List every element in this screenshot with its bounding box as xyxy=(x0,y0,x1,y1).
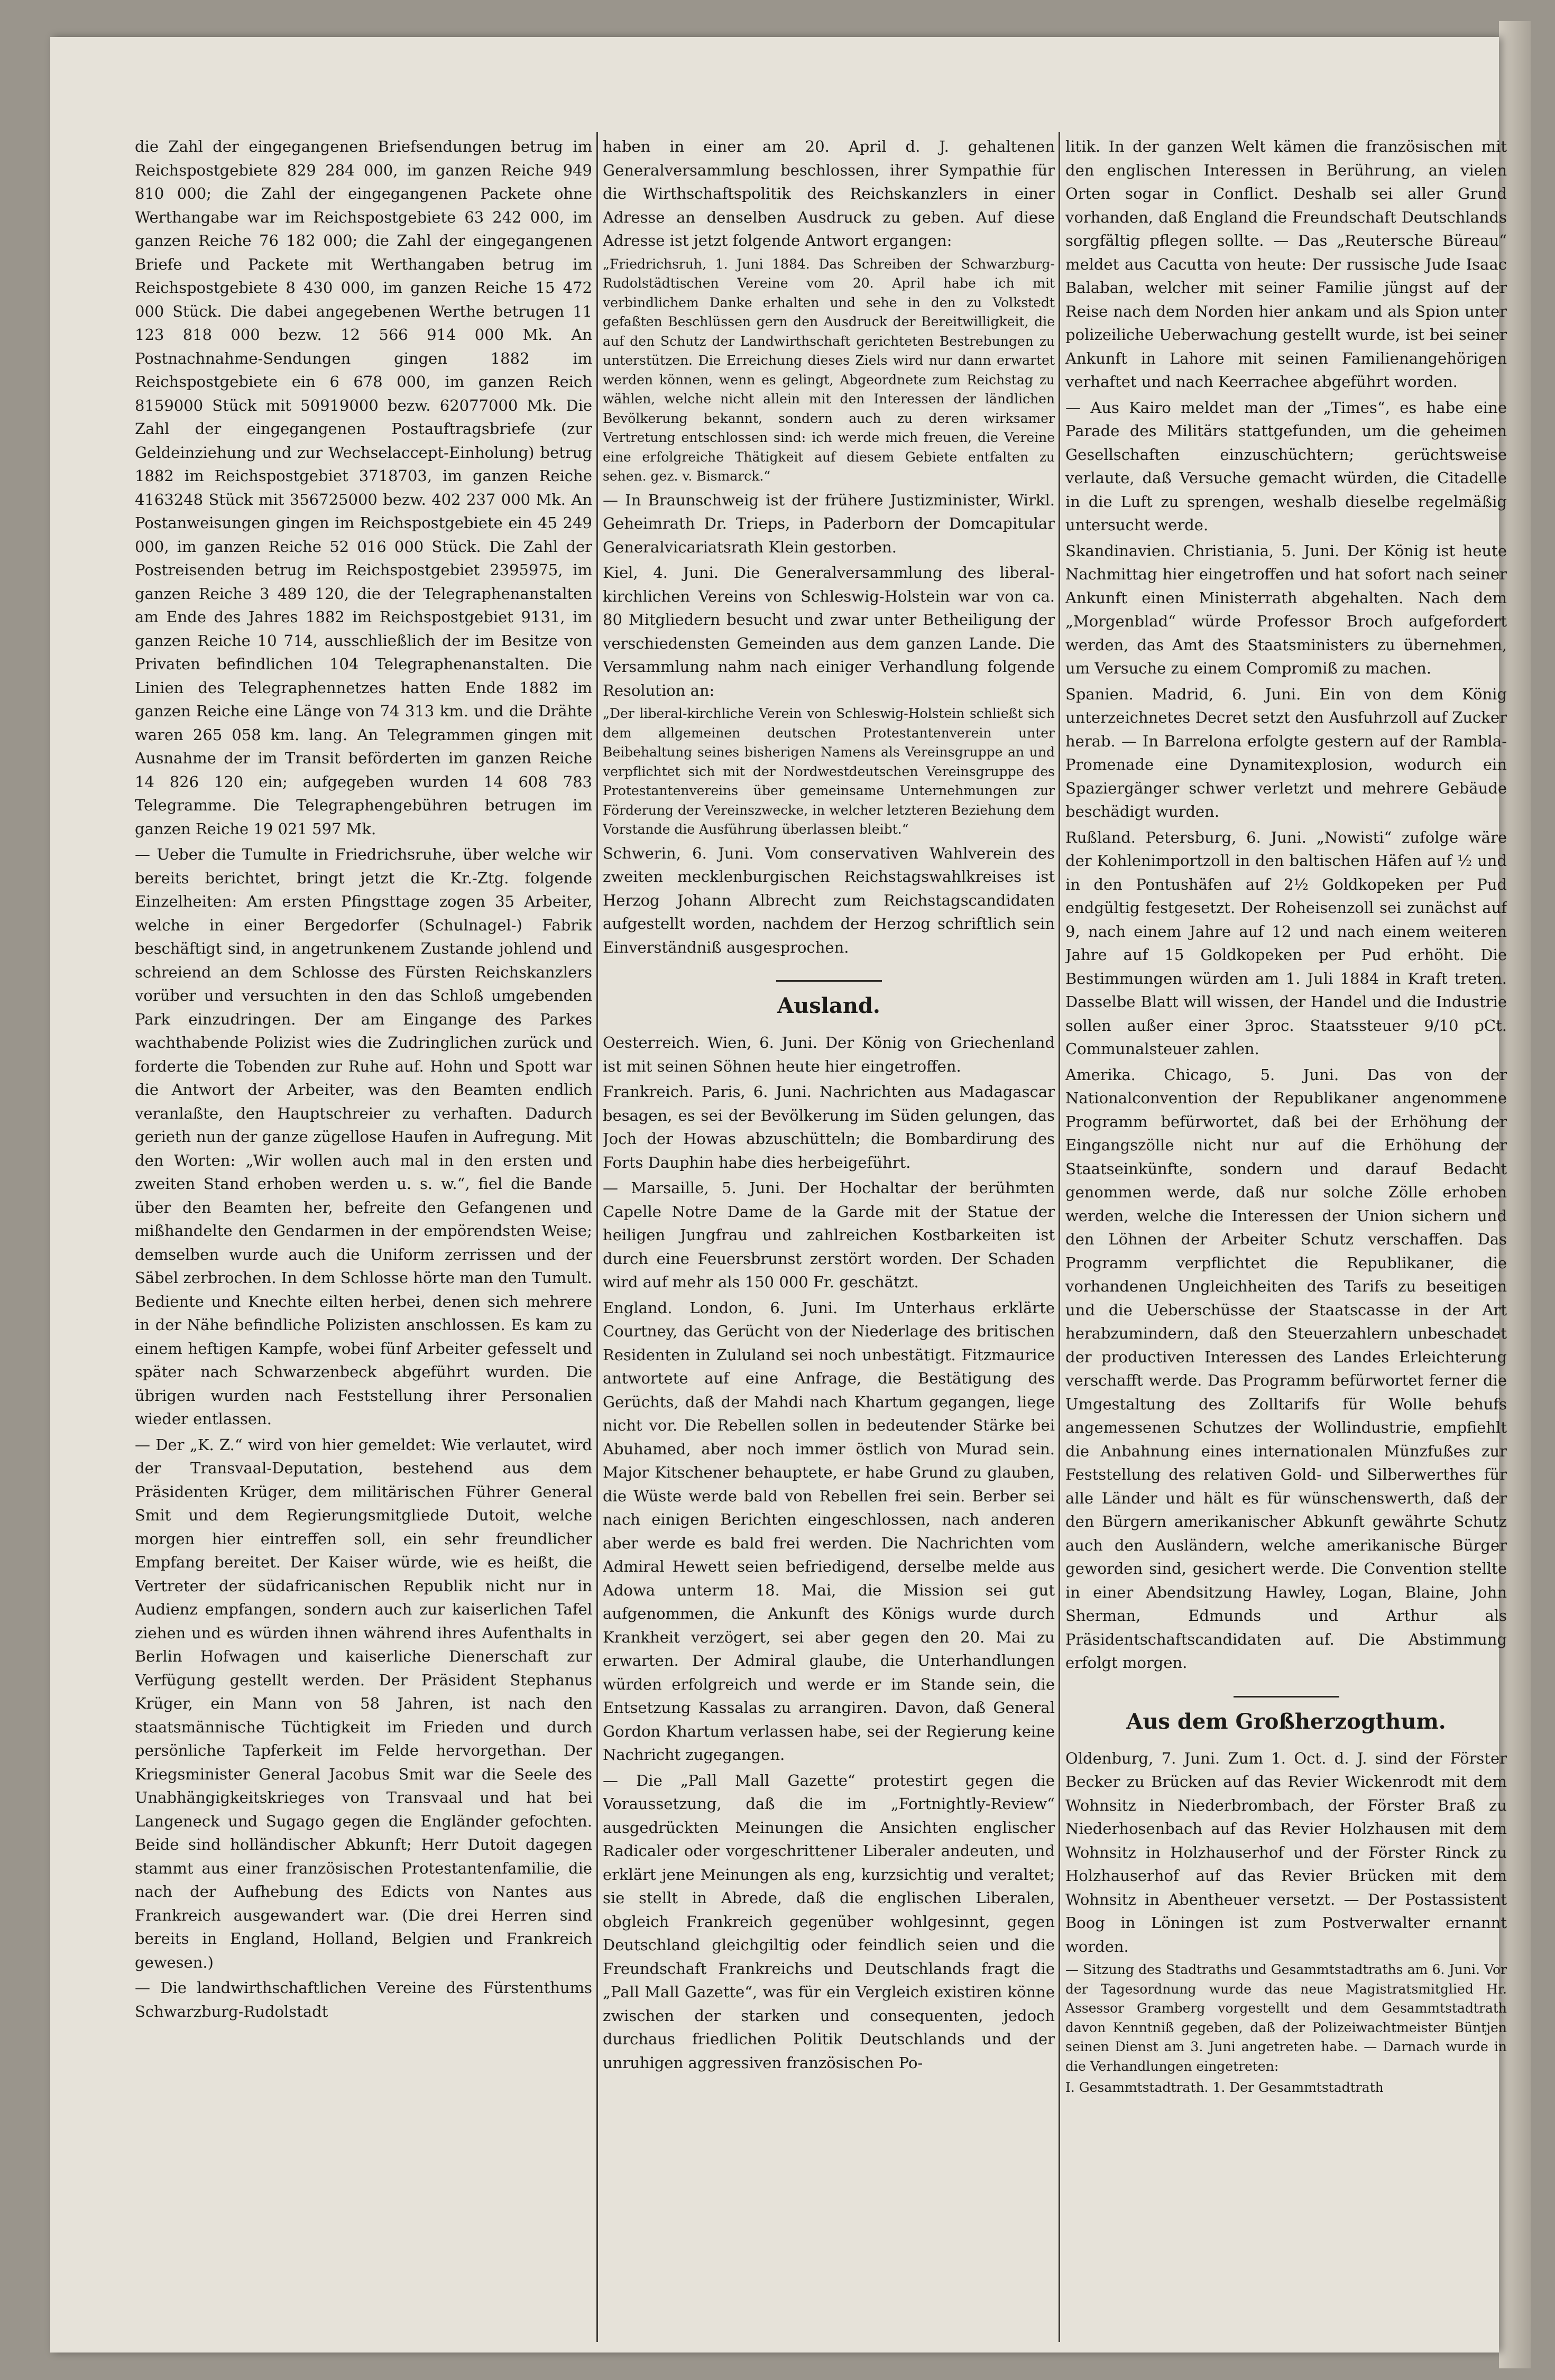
column-rule xyxy=(1059,132,1060,2342)
article-paragraph: Kiel, 4. Juni. Die Generalversammlung des liberal-kirchlichen Vereins von Schleswig-Holstein war von ca. 80 Mitgliedern besucht und zwar unter Betheiligung der verschiedensten Gemeinden aus dem ganzen Lande. Die Versammlung nahm nach einiger Verhandlung folgende Resolution an: xyxy=(603,564,1055,699)
article-paragraph: Schwerin, 6. Juni. Vom conservativen Wahlverein des zweiten mecklenburgischen Reichstagswahlkreises ist Herzog Johann Albrecht zum Reichstagscandidaten aufgestellt worden, nachdem der Herzog schriftlich sein Einverständniß ausgesprochen. xyxy=(603,844,1055,956)
article-paragraph: Oesterreich. Wien, 6. Juni. Der König von Griechenland ist mit seinen Söhnen heute hier eingetroffen. xyxy=(603,1034,1055,1075)
article-paragraph: — Ueber die Tumulte in Friedrichsruhe, über welche wir bereits berichtet, bringt jetzt die Kr.-Ztg. folgende Einzelheiten: Am ersten Pfingsttage zogen 35 Arbeiter, welche in einer Bergedorfer (Schulnagel-) Fabrik beschäftigt sind, in angetrunkenem Zustande johlend und schreiend an dem Schlosse des Fürsten Reichskanzlers vorüber und versuchten in den das Schloß umgebenden Park einzudringen. Der am Eingange des Parkes wachthabende Polizist wies die Zudringlichen zurück und forderte die Tobenden zur Ruhe auf. Hohn und Spott war die Antwort der Arbeiter, was den Beamten endlich veranlaßte, den Hauptschreier zu verhaften. Dadurch gerieth nun der ganze zügellose Haufen in Aufregung. Mit den Worten: „Wir wollen auch mal in den ersten und zweiten Stand erhoben werden u. s. w.“, fiel die Bande über den Beamten her, befreite den Gefangenen und mißhandelte den Gendarmen in der empörendsten Weise; demselben wurde auch die Uniform zerrissen und der Säbel zerbrochen. In dem Schlosse hörte man den Tumult. Bediente und Knechte eilten herbei, denen sich mehrere in der Nähe befindliche Polizisten anschlossen. Es kam zu einem heftigen Kampfe, wobei fünf Arbeiter gefesselt und später nach Schwarzenbeck abgeführt wurden. Die übrigen wurden nach Feststellung ihrer Personalien wieder entlassen. xyxy=(135,845,592,1428)
article-paragraph: — Die landwirthschaftlichen Vereine des Fürstenthums Schwarzburg-Rudolstadt xyxy=(135,1979,592,2021)
column-1 xyxy=(135,135,592,2329)
council-minutes: I. Gesammtstadtrath. 1. Der Gesammtstadtrath xyxy=(1065,2080,1384,2095)
article-paragraph: — Der „K. Z.“ wird von hier gemeldet: Wie verlautet, wird der Transvaal-Deputation, bestehend aus dem Präsidenten Krüger, dem militärischen Führer General Smit und dem Regierungsmitgliede Dutoit, welche morgen hier eintreffen soll, ein sehr freundlicher Empfang bereitet. Der Kaiser würde, wie es heißt, die Vertreter der südafricanischen Republik nicht nur in Audienz empfangen, sondern auch zur kaiserlichen Tafel ziehen und es würden ihnen während ihres Aufenthalts in Berlin Hofwagen und kaiserliche Dienerschaft zur Verfügung gestellt werden. Der Präsident Stephanus Krüger, ein Mann von 58 Jahren, ist nach den staatsmännische Tüchtigkeit im Frieden und durch persönliche Tapferkeit im Felde hervorgethan. Der Kriegsminister General Jacobus Smit war die Seele des Unabhängigkeitskrieges von Transvaal und hat bei Langeneck und Sugago gegen die Engländer gefochten. Beide sind holländischer Abkunft; Herr Dutoit dagegen stammt aus einer französischen Protestantenfamilie, die nach der Aufhebung des Edicts von Nantes aus Frankreich ausgewandert war. (Die drei Herren sind bereits in England, Holland, Belgien und Frankreich gewesen.) xyxy=(135,1435,592,1971)
article-paragraph: Amerika. Chicago, 5. Juni. Das von der Nationalconvention der Republikaner angenommene Programm befürwortet, daß bei der Erhöhung der Eingangszölle nicht nur auf die Erhöhung der Staatseinkünfte, sondern und darauf Bedacht genommen werde, daß nur solche Zölle erhoben werden, welche die Interessen der Union sichern und den Löhnen der Arbeiter Schutz verschaffen. Das Programm verpflichtet die Republikaner, die vorhandenen Ungleichheiten des Tarifs zu beseitigen und die Ueberschüsse der Staatscasse in der Art herabzumindern, daß den Steuerzahlern unbeschadet der productiven Interessen des Landes Erleichterung verschafft werde. Das Programm befürwortet ferner die Umgestaltung des Zolltarifs für Wolle behufs angemessenen Schutzes der Wollindustrie, empfiehlt die Anbahnung eines internationalen Münzfußes zur Feststellung des relativen Gold- und Silberwerthes für alle Länder und hält es für wünschenswerth, daß der den Bürgern amerikanischer Abkunft gewährte Schutz auch den Ausländern, welche amerikanische Bürger geworden sind, gesichert werde. Die Convention stellte in einer Abendsitzung Hawley, Logan, Blaine, John Sherman, Edmunds und Arthur als Präsidentschaftscandidaten auf. Die Abstimmung erfolgt morgen. xyxy=(1065,1065,1507,1672)
section-heading-grossherzogthum: Aus dem Großherzogthum. xyxy=(1065,1696,1507,1734)
column-2 xyxy=(603,135,1055,2329)
section-heading-ausland: Ausland. xyxy=(603,980,1055,1018)
article-paragraph: — Aus Kairo meldet man der „Times“, es habe eine Parade des Militärs stattgefunden, um die geheimen Gesellschaften einzuschüchtern; gerüchtsweise verlaute, daß Versuche gemacht würden, die Citadelle in die Luft zu sprengen, weshalb dieselbe regelmäßig untersucht werde. xyxy=(1065,398,1507,534)
article-paragraph: litik. In der ganzen Welt kämen die französischen mit den englischen Interessen in Berührung, an vielen Orten sogar in Conflict. Deshalb sei aller Grund vorhanden, daß England die Freundschaft Deutschlands sorgfältig pflegen sollte. — Das „Reutersche Büreau“ meldet aus Cacutta von heute: Der russische Jude Isaac Balaban, welcher mit seiner Familie jüngst auf der Reise nach dem Norden hier ankam und als Spion unter polizeiliche Ueberwachung gestellt wurde, ist bei seiner Ankunft in Lahore mit seinen Familienangehörigen verhaftet und nach Keerrachee abgeführt worden. xyxy=(1065,137,1507,391)
article-paragraph: die Zahl der eingegangenen Briefsendungen betrug im Reichspostgebiete 829 284 000, im ganzen Reiche 949 810 000; die Zahl der eingegangenen Packete ohne Werthangabe war im Reichspostgebiete 63 242 000, im ganzen Reiche 76 182 000; die Zahl der eingegangenen Briefe und Packete mit Werthangaben betrug im Reichspostgebiete 8 430 000, im ganzen Reiche 15 472 000 Stück. Die dabei angegebenen Werthe betrugen 11 123 818 000 bezw. 12 566 914 000 Mk. An Postnachnahme-Sendungen gingen 1882 im Reichspostgebiete ein 6 678 000, im ganzen Reich 8159000 Stück mit 50919000 bezw. 62077000 Mk. Die Zahl der eingegangenen Postauftragsbriefe (zur Geldeinziehung und zur Wechselaccept-Einholung) betrug 1882 im Reichspostgebiet 3718703, im ganzen Reiche 4163248 Stück mit 356725000 bezw. 402 237 000 Mk. An Postanweisungen gingen im Reichspostgebiete ein 45 249 000, im ganzen Reiche 52 016 000 Stück. Die Zahl der Postreisenden betrug im Reichspostgebiet 2395975, im ganzen Reiche 3 489 120, die der Telegraphenanstalten am Ende des Jahres 1882 im Reichspostgebiet 9131, im ganzen Reiche 10 714, ausschließlich der im Besitze von Privaten befindlichen 104 Telegraphenanstalten. Die Linien des Telegraphennetzes hatten Ende 1882 im ganzen Reiche eine Länge von 74 313 km. und die Drähte waren 265 058 km. lang. An Telegrammen gingen mit Ausnahme der im Transit beförderten im ganzen Reiche 14 826 120 ein; aufgegeben wurden 14 608 783 Telegramme. Die Telegraphengebühren betrugen im ganzen Reiche 19 021 597 Mk. xyxy=(135,137,592,838)
column-3 xyxy=(1065,135,1507,2329)
article-paragraph: Oldenburg, 7. Juni. Zum 1. Oct. d. J. sind der Förster Becker zu Brücken auf das Revier Wickenrodt mit dem Wohnsitz in Niederbrombach, der Förster Braß zu Niederhosenbach auf das Revier Holzhausen mit dem Wohnsitz in Holzhauserhof und der Förster Rinck zu Holzhauserhof auf das Revier Brücken mit dem Wohnsitz in Abentheuer versetzt. — Der Postassistent Boog in Löningen ist zum Postverwalter ernannt worden. xyxy=(1065,1749,1507,1955)
article-paragraph: Spanien. Madrid, 6. Juni. Ein von dem König unterzeichnetes Decret setzt den Ausfuhrzoll auf Zucker herab. — In Barrelona erfolgte gestern auf der Rambla-Promenade eine Dynamitexplosion, wodurch ein Spaziergänger schwer verletzt und mehrere Gebäude beschädigt wurden. xyxy=(1065,685,1507,820)
article-paragraph: Rußland. Petersburg, 6. Juni. „Nowisti“ zufolge wäre der Kohlenimportzoll in den baltischen Häfen auf ½ und in den Pontushäfen auf 2½ Goldkopeken per Pud endgültig festgesetzt. Der Roheisenzoll sei zunächst auf 9, nach einem Jahre auf 12 und nach einem weiteren Jahre auf 15 Goldkopeken per Pud erhöht. Die Bestimmungen würden am 1. Juli 1884 in Kraft treten. Dasselbe Blatt will wissen, der Handel und die Industrie sollen außer einer 3proc. Staatssteuer 9/10 pCt. Communalsteuer zahlen. xyxy=(1065,828,1507,1058)
council-minutes: — Sitzung des Stadtraths und Gesammtstadtraths am 6. Juni. Vor der Tagesordnung wurde das neue Magistratsmitglied Hr. Assessor Gramberg vorgestellt und dem Gesammtstadtrath davon Kenntniß gegeben, daß der Polizeiwachtmeister Büntjen seinen Dienst am 3. Juni angetreten habe. — Darnach wurde in die Verhandlungen eingetreten: xyxy=(1065,1962,1507,2074)
article-paragraph: — Marsaille, 5. Juni. Der Hochaltar der berühmten Capelle Notre Dame de la Garde mit der Statue der heiligen Jungfrau und zahlreichen Kostbarkeiten ist durch eine Feuersbrunst zerstört worden. Der Schaden wird auf mehr als 150 000 Fr. geschätzt. xyxy=(603,1179,1055,1291)
quoted-letter: „Friedrichsruh, 1. Juni 1884. Das Schreiben der Schwarzburg-Rudolstädtischen Vereine vom 20. April habe ich mit verbindlichem Danke erhalten und sehe in den zu Volkstedt gefaßten Beschlüssen gern den Ausdruck der Bereitwilligkeit, die auf den Schutz der Landwirthschaft gerichteten Bestrebungen zu unterstützen. Die Erreichung dieses Ziels wird nur dann erwartet werden können, wenn es gelingt, Abgeordnete zum Reichstag zu wählen, welche nicht allein mit den Interessen der ländlichen Bevölkerung bekannt, sondern auch zu deren wirksamer Vertretung entschlossen sind: ich werde mich freuen, die Vereine eine erfolgreiche Thätigkeit auf diesem Gebiete entfalten zu sehen. gez. v. Bismarck.“ xyxy=(603,256,1055,484)
article-paragraph: — Die „Pall Mall Gazette“ protestirt gegen die Voraussetzung, daß die im „Fortnightly-Review“ ausgedrückten Meinungen die Ansichten englischer Radicaler oder vorgeschrittener Liberaler andeuten, und erklärt jene Meinungen als eng, kurzsichtig und veraltet; sie stellt in Abrede, daß die englischen Liberalen, obgleich Frankreich gegenüber wohlgesinnt, gegen Deutschland gleichgiltig oder feindlich seien und die Freundschaft Frankreichs und Deutschlands fragt die „Pall Mall Gazette“, was für ein Vergleich existiren könne zwischen der starken und consequenten, jedoch durchaus friedlichen Politik Deutschlands und der unruhigen aggressiven französischen Po- xyxy=(603,1771,1055,2072)
article-paragraph: Skandinavien. Christiania, 5. Juni. Der König ist heute Nachmittag hier eingetroffen und hat sofort nach seiner Ankunft einen Ministerrath abgehalten. Nach dem „Morgenblad“ würde Professor Broch aufgefordert werden, das Amt des Staatsministers zu übernehmen, um Versuche zu einem Compromiß zu machen. xyxy=(1065,541,1507,677)
quoted-resolution: „Der liberal-kirchliche Verein von Schleswig-Holstein schließt sich dem allgemeinen deutschen Protestantenverein unter Beibehaltung seines bisherigen Namens als Vereinsgruppe an und verpflichtet sich mit der Nordwestdeutschen Vereinsgruppe des Protestantenvereins über gemeinsame Unternehmungen zur Förderung der Vereinszwecke, in welcher letzteren Beziehung dem Vorstande die Ausführung überlassen bleibt.“ xyxy=(603,706,1055,837)
article-paragraph: — In Braunschweig ist der frühere Justizminister, Wirkl. Geheimrath Dr. Trieps, in Paderborn der Domcapitular Generalvicariatsrath Klein gestorben. xyxy=(603,491,1055,556)
article-paragraph: England. London, 6. Juni. Im Unterhaus erklärte Courtney, das Gerücht von der Niederlage des britischen Residenten in Zululand sei noch unbestätigt. Fitzmaurice antwortete auf eine Anfrage, die Bestätigung des Gerüchts, daß der Mahdi nach Khartum gegangen, liege nicht vor. Die Rebellen sollen in bedeutender Stärke bei Abuhamed, aber noch immer östlich von Murad sein. Major Kitschener behauptete, er habe Grund zu glauben, die Wüste werde bald von Rebellen frei sein. Berber sei nach einigen Berichten eingeschlossen, nach anderen aber werde es bald frei werden. Die Nachrichten vom Admiral Hewett seien befriedigend, derselbe melde aus Adowa unterm 18. Mai, die Mission sei gut aufgenommen, die Ankunft des Königs wurde durch Krankheit verzögert, sei aber gegen den 20. Mai zu erwarten. Der Admiral glaube, die Unterhandlungen würden erfolgreich und werde er im Stande sein, die Entsetzung Kassalas zu arrangiren. Davon, daß General Gordon Khartum verlassen habe, sei der Regierung keine Nachricht zugegangen. xyxy=(603,1298,1055,1764)
column-rule xyxy=(596,132,598,2342)
article-paragraph: haben in einer am 20. April d. J. gehaltenen Generalversammlung beschlossen, ihrer Sympathie für die Wirthschaftspolitik des Reichskanzlers in einer Adresse an denselben Ausdruck zu geben. Auf diese Adresse ist jetzt folgende Antwort ergangen: xyxy=(603,137,1055,250)
article-paragraph: Frankreich. Paris, 6. Juni. Nachrichten aus Madagascar besagen, es sei der Bevölkerung im Süden gelungen, das Joch der Howas abzuschütteln; die Bombardirung des Forts Dauphin habe dies herbeigeführt. xyxy=(603,1083,1055,1171)
